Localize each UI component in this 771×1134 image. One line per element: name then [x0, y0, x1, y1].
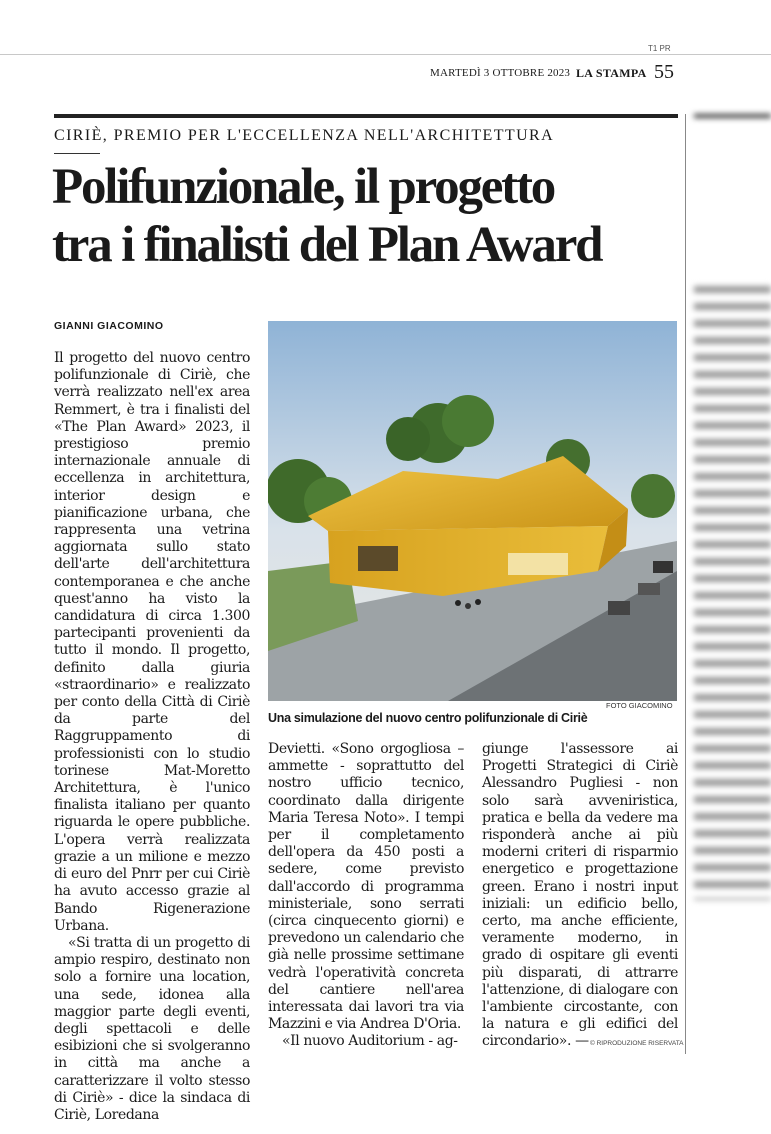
page-code: T1 PR [648, 44, 671, 53]
headline-line-1: Polifunzionale, il progetto [52, 159, 555, 215]
kicker: CIRIÈ, PREMIO PER L'ECCELLENZA NELL'ARCHITETTURA [54, 127, 555, 144]
paragraph: «Il nuovo Auditorium - ag- [282, 1033, 458, 1050]
adjacent-article-blurred [694, 114, 771, 1074]
copyright-notice: © RIPRODUZIONE RISERVATA [590, 1040, 684, 1047]
column-divider [685, 114, 686, 1054]
article-photo [268, 321, 677, 701]
building-rendering-image [268, 321, 677, 701]
paragraph: «Si tratta di un progetto di ampio respiro, destinato non solo a fornire una location, una sede, idonea alla maggior parte degli eventi, degli spettacoli e delle esibizioni che si svolgeranno in città ma anche a caratterizzare il volto stesso di Ciriè» - dice la sindaca di Ciriè, Loredana [54, 934, 250, 1123]
newspaper-name: LA STAMPA [576, 66, 647, 80]
headline [52, 158, 692, 274]
paragraph: Devietti. «Sono orgogliosa – ammette - soprattutto del nostro ufficio tecnico, coordinato dalla dirigente Maria Teresa Noto». I tempi per il completamento dell'opera da 450 posti a sedere, come previsto dall'accordo di programma ministeriale, sono serrati (circa cinquecento giorni) e prevedono un calendario che già nelle prossime settimane vedrà l'operatività concreta del cantiere nell'area interessata dai lavori tra via Mazzini e via Andrea D'Oria. [268, 741, 464, 1033]
column-3 [482, 741, 678, 1051]
issue-date: MARTEDÌ 3 OTTOBRE 2023 [430, 67, 571, 79]
photo-credit: FOTO GIACOMINO [606, 701, 673, 710]
paragraph: Il progetto del nuovo centro polifunzionale di Ciriè, che verrà realizzato nell'ex area Remmert, è tra i finalisti del «The Plan Award» 2023, il prestigioso premio internazionale annuale di eccellenza in architettura, interior design e pianificazione urbana, che rappresenta una vetrina aggiornata sullo stato dell'arte dell'architettura contemporanea e che anche quest'anno ha visto la candidatura di circa 1.300 partecipanti provenienti da tutto il mondo. Il progetto, definito dalla giuria «straordinario» e realizzato per conto della Città di Ciriè da parte del Raggruppamento di professionisti con lo studio torinese Mat-Moretto Architettura, è l'unico finalista italiano per quanto riguarda le opere pubbliche. L'opera verrà realizzata grazie a un milione e mezzo di euro del Pnrr per cui Ciriè ha avuto accesso grazie al Bando Rigenerazione Urbana. [54, 350, 250, 934]
byline: GIANNI GIACOMINO [54, 320, 164, 332]
headline-line-2: tra i finalisti del Plan Award [52, 217, 602, 273]
paragraph: giunge l'assessore ai Progetti Strategici di Ciriè Alessandro Pugliesi - non solo sarà avveniristica, pratica e bella da vedere ma risponderà anche ai più moderni criteri di risparmio energetico e progettazione green. Erano i nostri input iniziali: un edificio bello, certo, ma anche efficiente, veramente moderno, in grado di ospitare gli eventi più disparati, di attrarre l'attenzione, di dialogare con l'ambiente circostante, con la natura e gli edifici del circondario». — [482, 741, 678, 1050]
page-number: 55 [654, 61, 674, 83]
top-rule [0, 54, 771, 55]
photo-caption: Una simulazione del nuovo centro polifunzionale di Ciriè [268, 711, 588, 725]
column-2 [268, 741, 464, 1051]
section-rule [54, 114, 678, 118]
column-1 [54, 350, 250, 1124]
kicker-underline [54, 153, 100, 154]
